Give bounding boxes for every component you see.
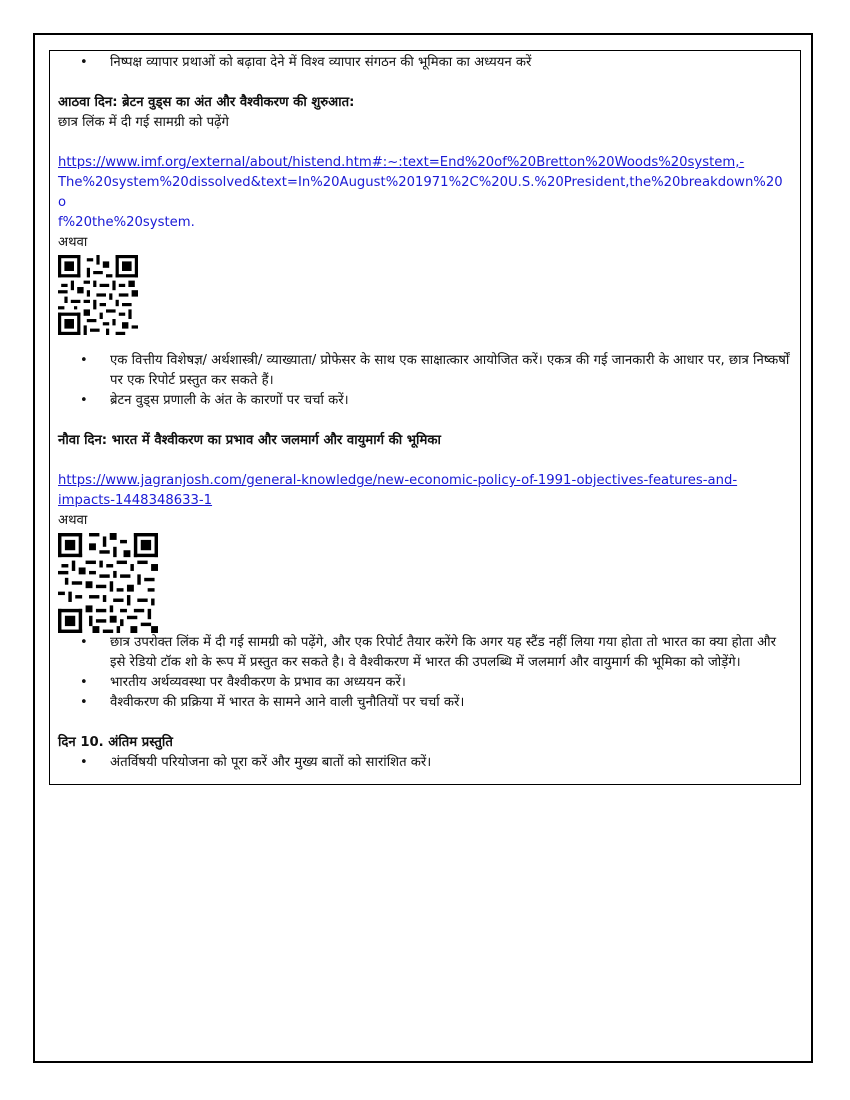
day9-qr-code (58, 533, 158, 633)
day8-intro: छात्र लिंक में दी गई सामग्री को पढ़ेंगे (58, 115, 229, 130)
day8-or-label: अथवा (58, 235, 88, 250)
day9-link[interactable] (58, 471, 790, 511)
day9-link-line2[interactable]: impacts-1448348633-1 (58, 493, 213, 508)
day8-link-line1[interactable]: https://www.imf.org/external/about/histend.htm#:~:text=End%20of%20Bretton%20Woods%20system,- (58, 155, 745, 170)
day8-link[interactable] (58, 153, 790, 233)
list-item: • छात्र उपरोक्त लिंक में दी गई सामग्री को पढ़ेंगे, और एक रिपोर्ट तैयार करेंगे कि अगर यह स्टैंड नहीं लिया गया होता तो भारत का क्या होता और इसे रेडियो टॉक शो के रूप में प्रस्तुत कर सकते है। वे वैश्वीकरण में भारत की उपलब्धि में जलमार्ग और वायुमार्ग की भूमिका को जोड़ेंगे। (98, 633, 790, 673)
day9-or-label: अथवा (58, 513, 88, 528)
list-item: • अंतर्विषयी परियोजना को पूरा करें और मुख्य बातों को सारांशित करें। (98, 753, 790, 773)
day10-heading: दिन 10. अंतिम प्रस्तुति (58, 735, 173, 750)
list-item: • भारतीय अर्थव्यवस्था पर वैश्वीकरण के प्रभाव का अध्ययन करें। (98, 673, 790, 693)
top-list (58, 53, 790, 73)
list-item: • ब्रेटन वुड्स प्रणाली के अंत के कारणों पर चर्चा करें। (98, 391, 790, 411)
day9-list (58, 633, 790, 713)
list-item: • एक वित्तीय विशेषज्ञ/ अर्थशास्त्री/ व्याख्याता/ प्रोफेसर के साथ एक साक्षात्कार आयोजित करें। एकत्र की गई जानकारी के आधार पर, छात्र निष्कर्षों पर एक रिपोर्ट प्रस्तुत कर सकते हैं। (98, 351, 790, 391)
day9-link-line1[interactable]: https://www.jagranjosh.com/general-knowledge/new-economic-policy-of-1991-objectives-features-and- (58, 473, 738, 488)
day8-heading: आठवा दिन: ब्रेटन वुड्स का अंत और वैश्वीकरण की शुरुआत: (58, 95, 355, 110)
day8-link-line2[interactable]: The%20system%20dissolved&text=In%20August%201971%2C%20U.S.%20President,the%20breakdown%20o (58, 175, 783, 210)
list-item: • निष्पक्ष व्यापार प्रथाओं को बढ़ावा देने में विश्व व्यापार संगठन की भूमिका का अध्ययन करें (98, 53, 790, 73)
day8-qr-code (58, 255, 138, 335)
day8-link-line3[interactable]: f%20the%20system. (58, 215, 195, 230)
day10-list (58, 753, 790, 773)
content-box (49, 50, 801, 785)
day8-list (58, 351, 790, 411)
list-item: • वैश्वीकरण की प्रक्रिया में भारत के सामने आने वाली चुनौतियों पर चर्चा करें। (98, 693, 790, 713)
day9-heading: नौवा दिन: भारत में वैश्वीकरण का प्रभाव और जलमार्ग और वायुमार्ग की भूमिका (58, 433, 441, 448)
